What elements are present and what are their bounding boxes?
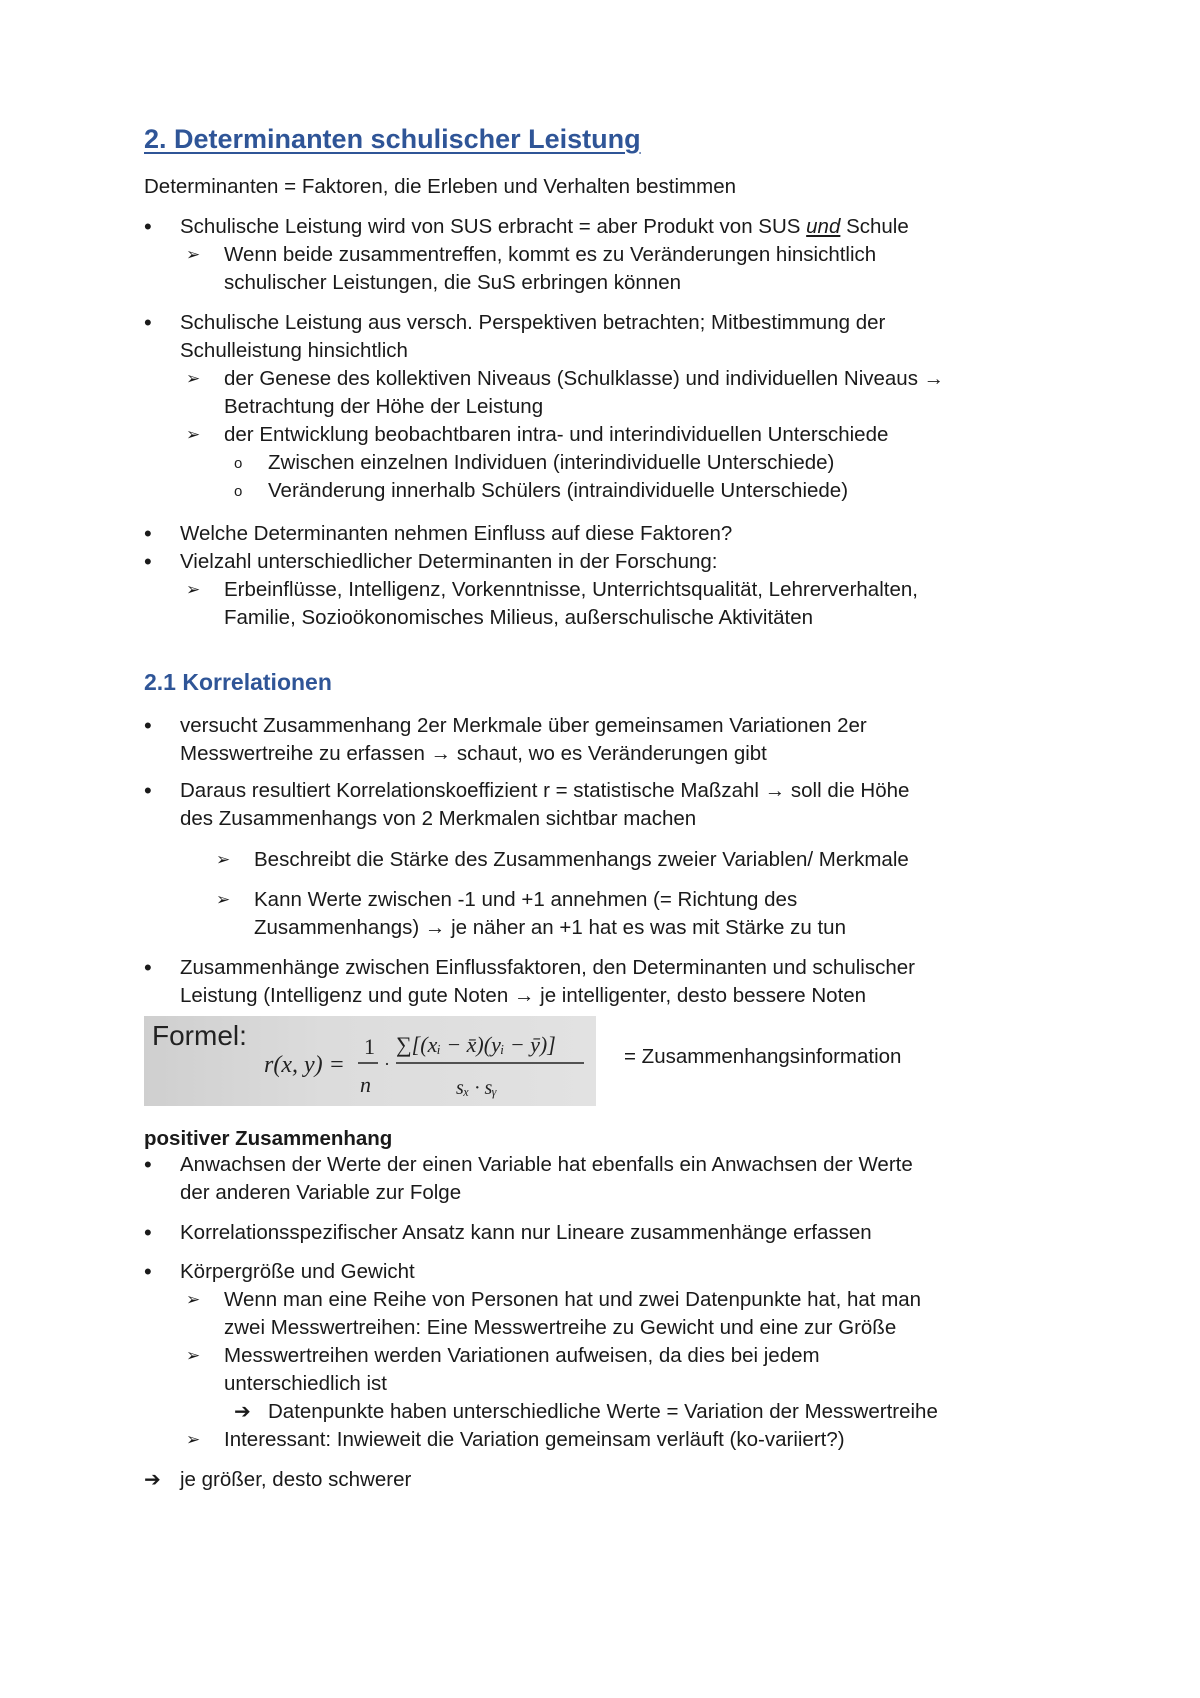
sub-bullet-line: Wenn beide zusammentreffen, kommt es zu Veränderungen hinsichtlich (224, 243, 877, 266)
bullet-line: Schulleistung hinsichtlich (180, 339, 408, 362)
sub-bullet-text: Zusammenhangs) (254, 916, 420, 939)
arrow-bullet-marker: ➢ (216, 850, 231, 869)
sub-bullet-line: Erbeinflüsse, Intelligenz, Vorkenntnisse, Unterrichtsqualität, Lehrerverhalten, (224, 578, 918, 601)
right-arrow-icon: → (923, 367, 945, 390)
bullet-line (180, 777, 909, 805)
bullet-line (180, 982, 866, 1010)
bullet-text-post: Schule (840, 215, 909, 238)
heading-determinanten: 2. Determinanten schulischer Leistung (144, 124, 641, 154)
bullet-text-pre: Schulische Leistung wird von SUS erbracht = aber Produkt von SUS (180, 215, 807, 238)
circle-bullet-line: Veränderung innerhalb Schülers (intraindividuelle Unterschiede) (268, 479, 849, 502)
formula-sum: ∑[(xᵢ − x̄)(yᵢ − ȳ)] (396, 1032, 556, 1057)
bullet-marker: • (144, 214, 152, 239)
arrow-bullet-marker: ➢ (186, 580, 201, 599)
sub-bullet-line (254, 914, 846, 942)
arrow-bullet-marker: ➢ (186, 1290, 201, 1309)
sub-bullet-text: der Genese des kollektiven Niveaus (Schulklasse) und individuellen Niveaus (224, 367, 918, 390)
subheading-positiver-zusammenhang: positiver Zusammenhang (144, 1127, 393, 1150)
formula-n: n (360, 1072, 371, 1097)
sub-bullet-line: unterschiedlich ist (224, 1372, 387, 1395)
right-arrow-icon: → (513, 984, 535, 1007)
bullet-marker: • (144, 310, 152, 335)
right-arrow-icon: → (430, 742, 452, 765)
bullet-line: Korrelationsspezifischer Ansatz kann nur Lineare zusammenhänge erfassen (180, 1221, 872, 1244)
right-arrow-icon: ➔ (144, 1469, 161, 1491)
bullet-line: Schulische Leistung aus versch. Perspektiven betrachten; Mitbestimmung der (180, 311, 886, 334)
bullet-line: Körpergröße und Gewicht (180, 1260, 415, 1283)
bullet-marker: • (144, 549, 152, 574)
right-arrow-icon: → (424, 916, 446, 939)
sub-bullet-line: Kann Werte zwischen -1 und +1 annehmen (= Richtung des (254, 888, 798, 911)
bullet-marker: • (144, 778, 152, 803)
sub-bullet-line: der Entwicklung beobachtbaren intra- und interindividuellen Unterschiede (224, 423, 889, 446)
sub-bullet-text: je näher an +1 hat es was mit Stärke zu tun (451, 916, 846, 939)
bullet-text: je intelligenter, desto bessere Noten (540, 984, 867, 1007)
sub-bullet-line: Familie, Sozioökonomisches Milieus, außerschulische Aktivitäten (224, 606, 814, 629)
right-arrow-icon: ➔ (234, 1401, 251, 1423)
formula-graphic (144, 1016, 596, 1106)
bullet-text: Leistung (Intelligenz und gute Noten (180, 984, 509, 1007)
right-arrow-icon: → (764, 779, 786, 802)
circle-bullet-marker: o (234, 455, 243, 472)
bullet-schulische-leistung (180, 213, 909, 241)
arrow-bullet-marker: ➢ (216, 890, 231, 909)
arrow-bullet-marker: ➢ (186, 1346, 201, 1365)
sub-bullet-line: Wenn man eine Reihe von Personen hat und zwei Datenpunkte hat, hat man (224, 1288, 922, 1311)
arrow-bullet-marker: ➢ (186, 1430, 201, 1449)
bullet-marker: • (144, 1152, 152, 1177)
arrow-line: Datenpunkte haben unterschiedliche Werte = Variation der Messwertreihe (268, 1400, 938, 1423)
bullet-marker: • (144, 1220, 152, 1245)
sub-bullet-line: Betrachtung der Höhe der Leistung (224, 395, 544, 418)
formula-label: Formel: (152, 1020, 247, 1051)
bullet-text: soll die Höhe (790, 779, 910, 802)
sub-bullet-line (224, 365, 944, 393)
formula-description: = Zusammenhangsinformation (624, 1045, 902, 1068)
bullet-marker: • (144, 955, 152, 980)
bullet-marker: • (144, 1259, 152, 1284)
bullet-line: Anwachsen der Werte der einen Variable hat ebenfalls ein Anwachsen der Werte (180, 1153, 913, 1176)
sub-bullet-line: Interessant: Inwieweit die Variation gemeinsam verläuft (ko-variiert?) (224, 1428, 845, 1451)
sub-bullet-line: Messwertreihen werden Variationen aufweisen, da dies bei jedem (224, 1344, 820, 1367)
emphasis-und: und (806, 215, 841, 238)
bullet-line: versucht Zusammenhang 2er Merkmale über gemeinsamen Variationen 2er (180, 714, 867, 737)
formula-one: 1 (364, 1034, 375, 1059)
bullet-marker: • (144, 713, 152, 738)
bullet-marker: • (144, 521, 152, 546)
sub-bullet-line: schulischer Leistungen, die SuS erbringen können (224, 271, 681, 294)
bullet-line: Zusammenhänge zwischen Einflussfaktoren, den Determinanten und schulischer (180, 956, 915, 979)
formula-dot: · (384, 1054, 390, 1074)
bullet-text: Daraus resultiert Korrelationskoeffizient r = statistische Maßzahl (180, 779, 759, 802)
bullet-line: Welche Determinanten nehmen Einfluss auf diese Faktoren? (180, 522, 733, 545)
bullet-line: der anderen Variable zur Folge (180, 1181, 462, 1204)
formula-lhs: r(x, y) = (264, 1052, 345, 1078)
arrow-bullet-marker: ➢ (186, 425, 201, 444)
bullet-line: des Zusammenhangs von 2 Merkmalen sichtbar machen (180, 807, 697, 830)
arrow-bullet-marker: ➢ (186, 245, 201, 264)
sub-bullet-line: Beschreibt die Stärke des Zusammenhangs zweier Variablen/ Merkmale (254, 848, 909, 871)
conclusion-line: je größer, desto schwerer (180, 1468, 412, 1491)
bullet-text: schaut, wo es Veränderungen gibt (456, 742, 767, 765)
arrow-bullet-marker: ➢ (186, 369, 201, 388)
bullet-line (180, 740, 767, 768)
heading-korrelationen: 2.1 Korrelationen (144, 669, 332, 695)
bullet-line: Vielzahl unterschiedlicher Determinanten in der Forschung: (180, 550, 718, 573)
circle-bullet-line: Zwischen einzelnen Individuen (interindividuelle Unterschiede) (268, 451, 835, 474)
circle-bullet-marker: o (234, 483, 243, 500)
formula-image (144, 1016, 596, 1106)
bullet-text: Messwertreihe zu erfassen (180, 742, 425, 765)
intro-definition: Determinanten = Faktoren, die Erleben und Verhalten bestimmen (144, 175, 736, 198)
formula-denominator: sₓ · sᵧ (456, 1077, 497, 1099)
sub-bullet-line: zwei Messwertreihen: Eine Messwertreihe zu Gewicht und eine zur Größe (224, 1316, 897, 1339)
